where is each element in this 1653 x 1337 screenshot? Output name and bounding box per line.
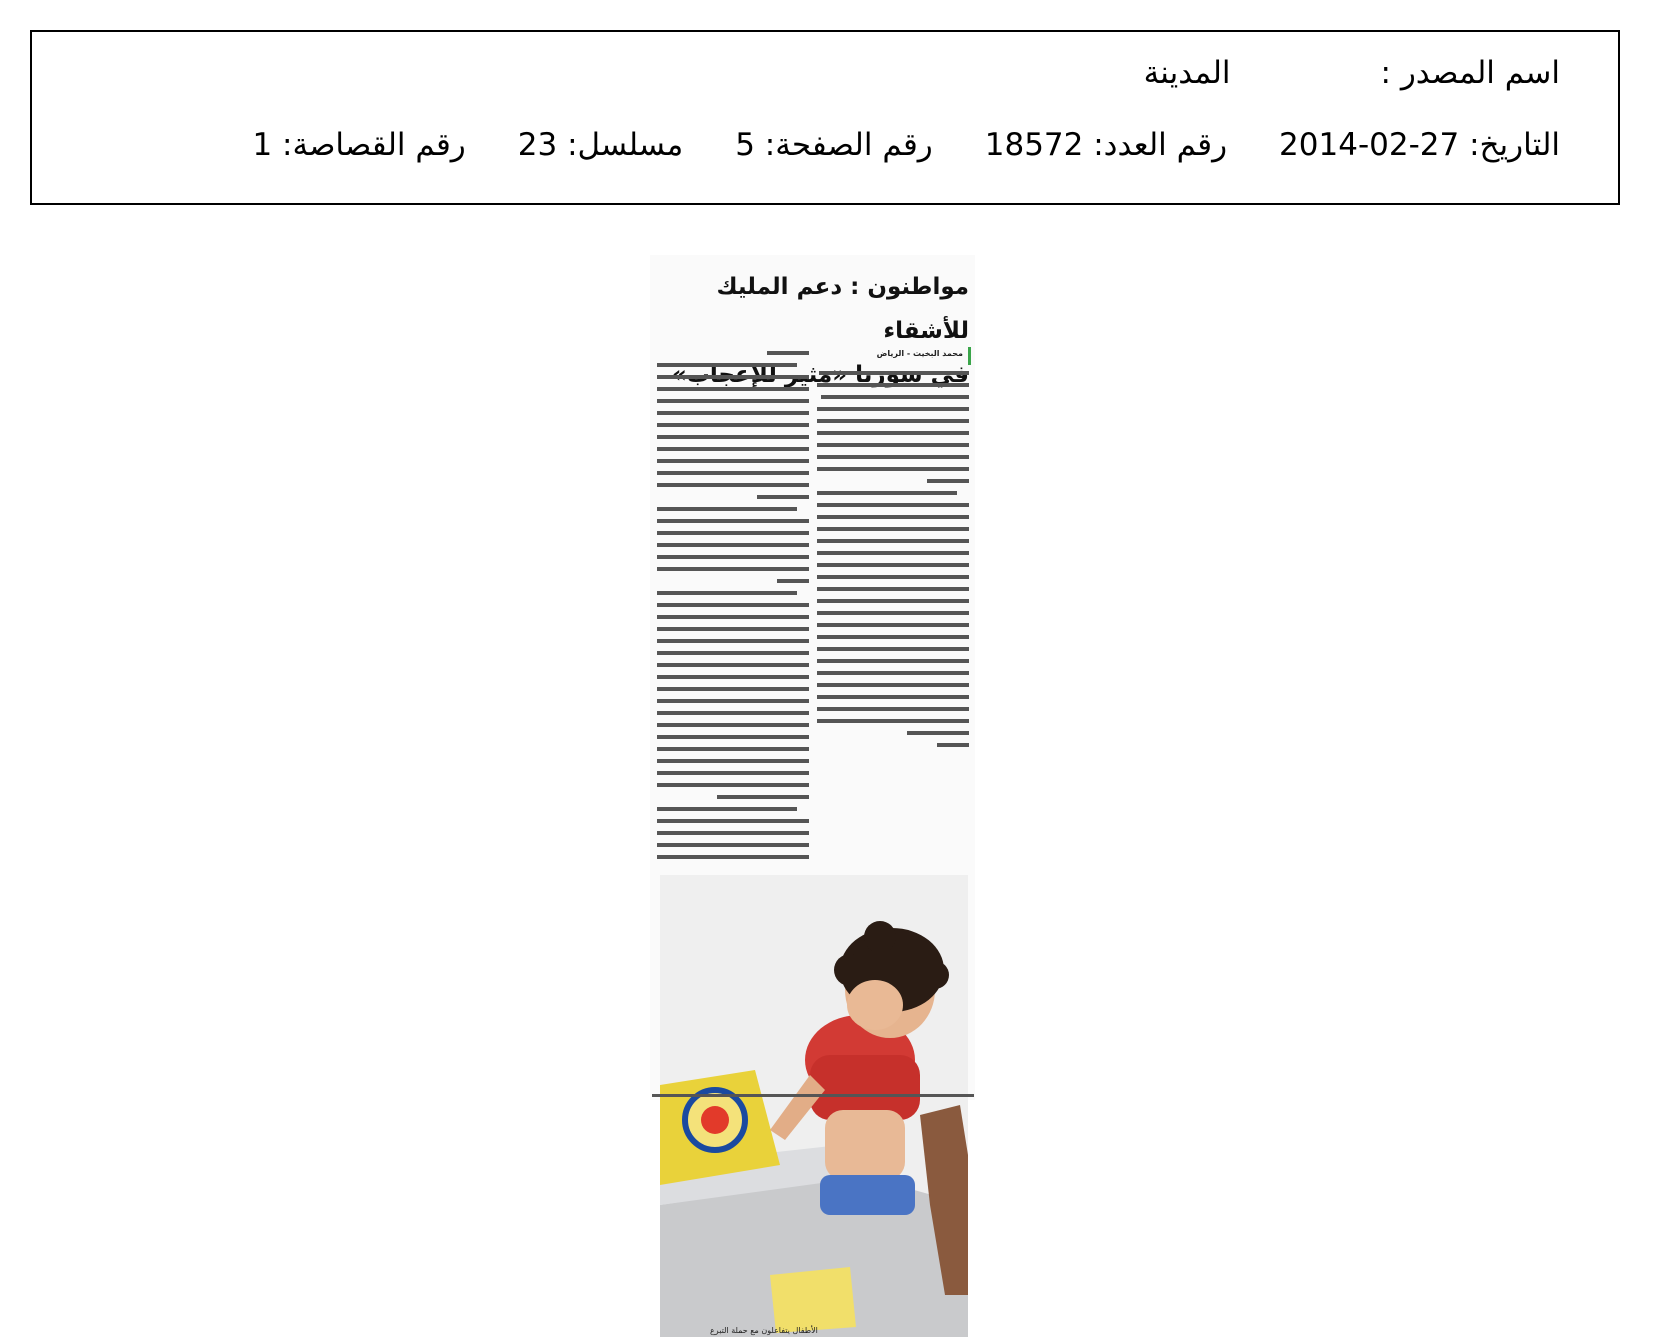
source-label: اسم المصدر : [1380, 55, 1560, 91]
photo-caption: الأطفال يتفاعلون مع حملة التبرع [710, 1326, 818, 1335]
headline-line-2: «مثير [784, 362, 848, 388]
source-info-box [30, 30, 1620, 205]
article-column-right [817, 367, 969, 749]
clipping-bottom-rule [652, 1094, 974, 1097]
issue-number-field: رقم العدد: 18572 [984, 127, 1228, 163]
article-byline: محمد البخيت - الرياض [876, 349, 963, 358]
metadata-row [252, 127, 1560, 163]
serial-field: مسلسل: 23 [517, 127, 684, 163]
illegible-text-lines [817, 367, 969, 749]
clip-number-field: رقم القصاصة: 1 [252, 127, 466, 163]
headline-line-1: مواطنون : دعم المليك للأشقاء [716, 274, 969, 344]
child-donating-photo [660, 875, 968, 1337]
source-value: المدينة [1143, 55, 1231, 91]
newspaper-clipping [650, 255, 975, 1335]
illegible-text-lines [657, 349, 809, 867]
date-field: التاريخ: 27-02-2014 [1279, 127, 1560, 163]
article-photo [660, 875, 968, 1337]
byline-accent [968, 347, 971, 365]
page-number-field: رقم الصفحة: 5 [735, 127, 933, 163]
article-column-left [657, 349, 809, 867]
source-row [1143, 55, 1560, 91]
